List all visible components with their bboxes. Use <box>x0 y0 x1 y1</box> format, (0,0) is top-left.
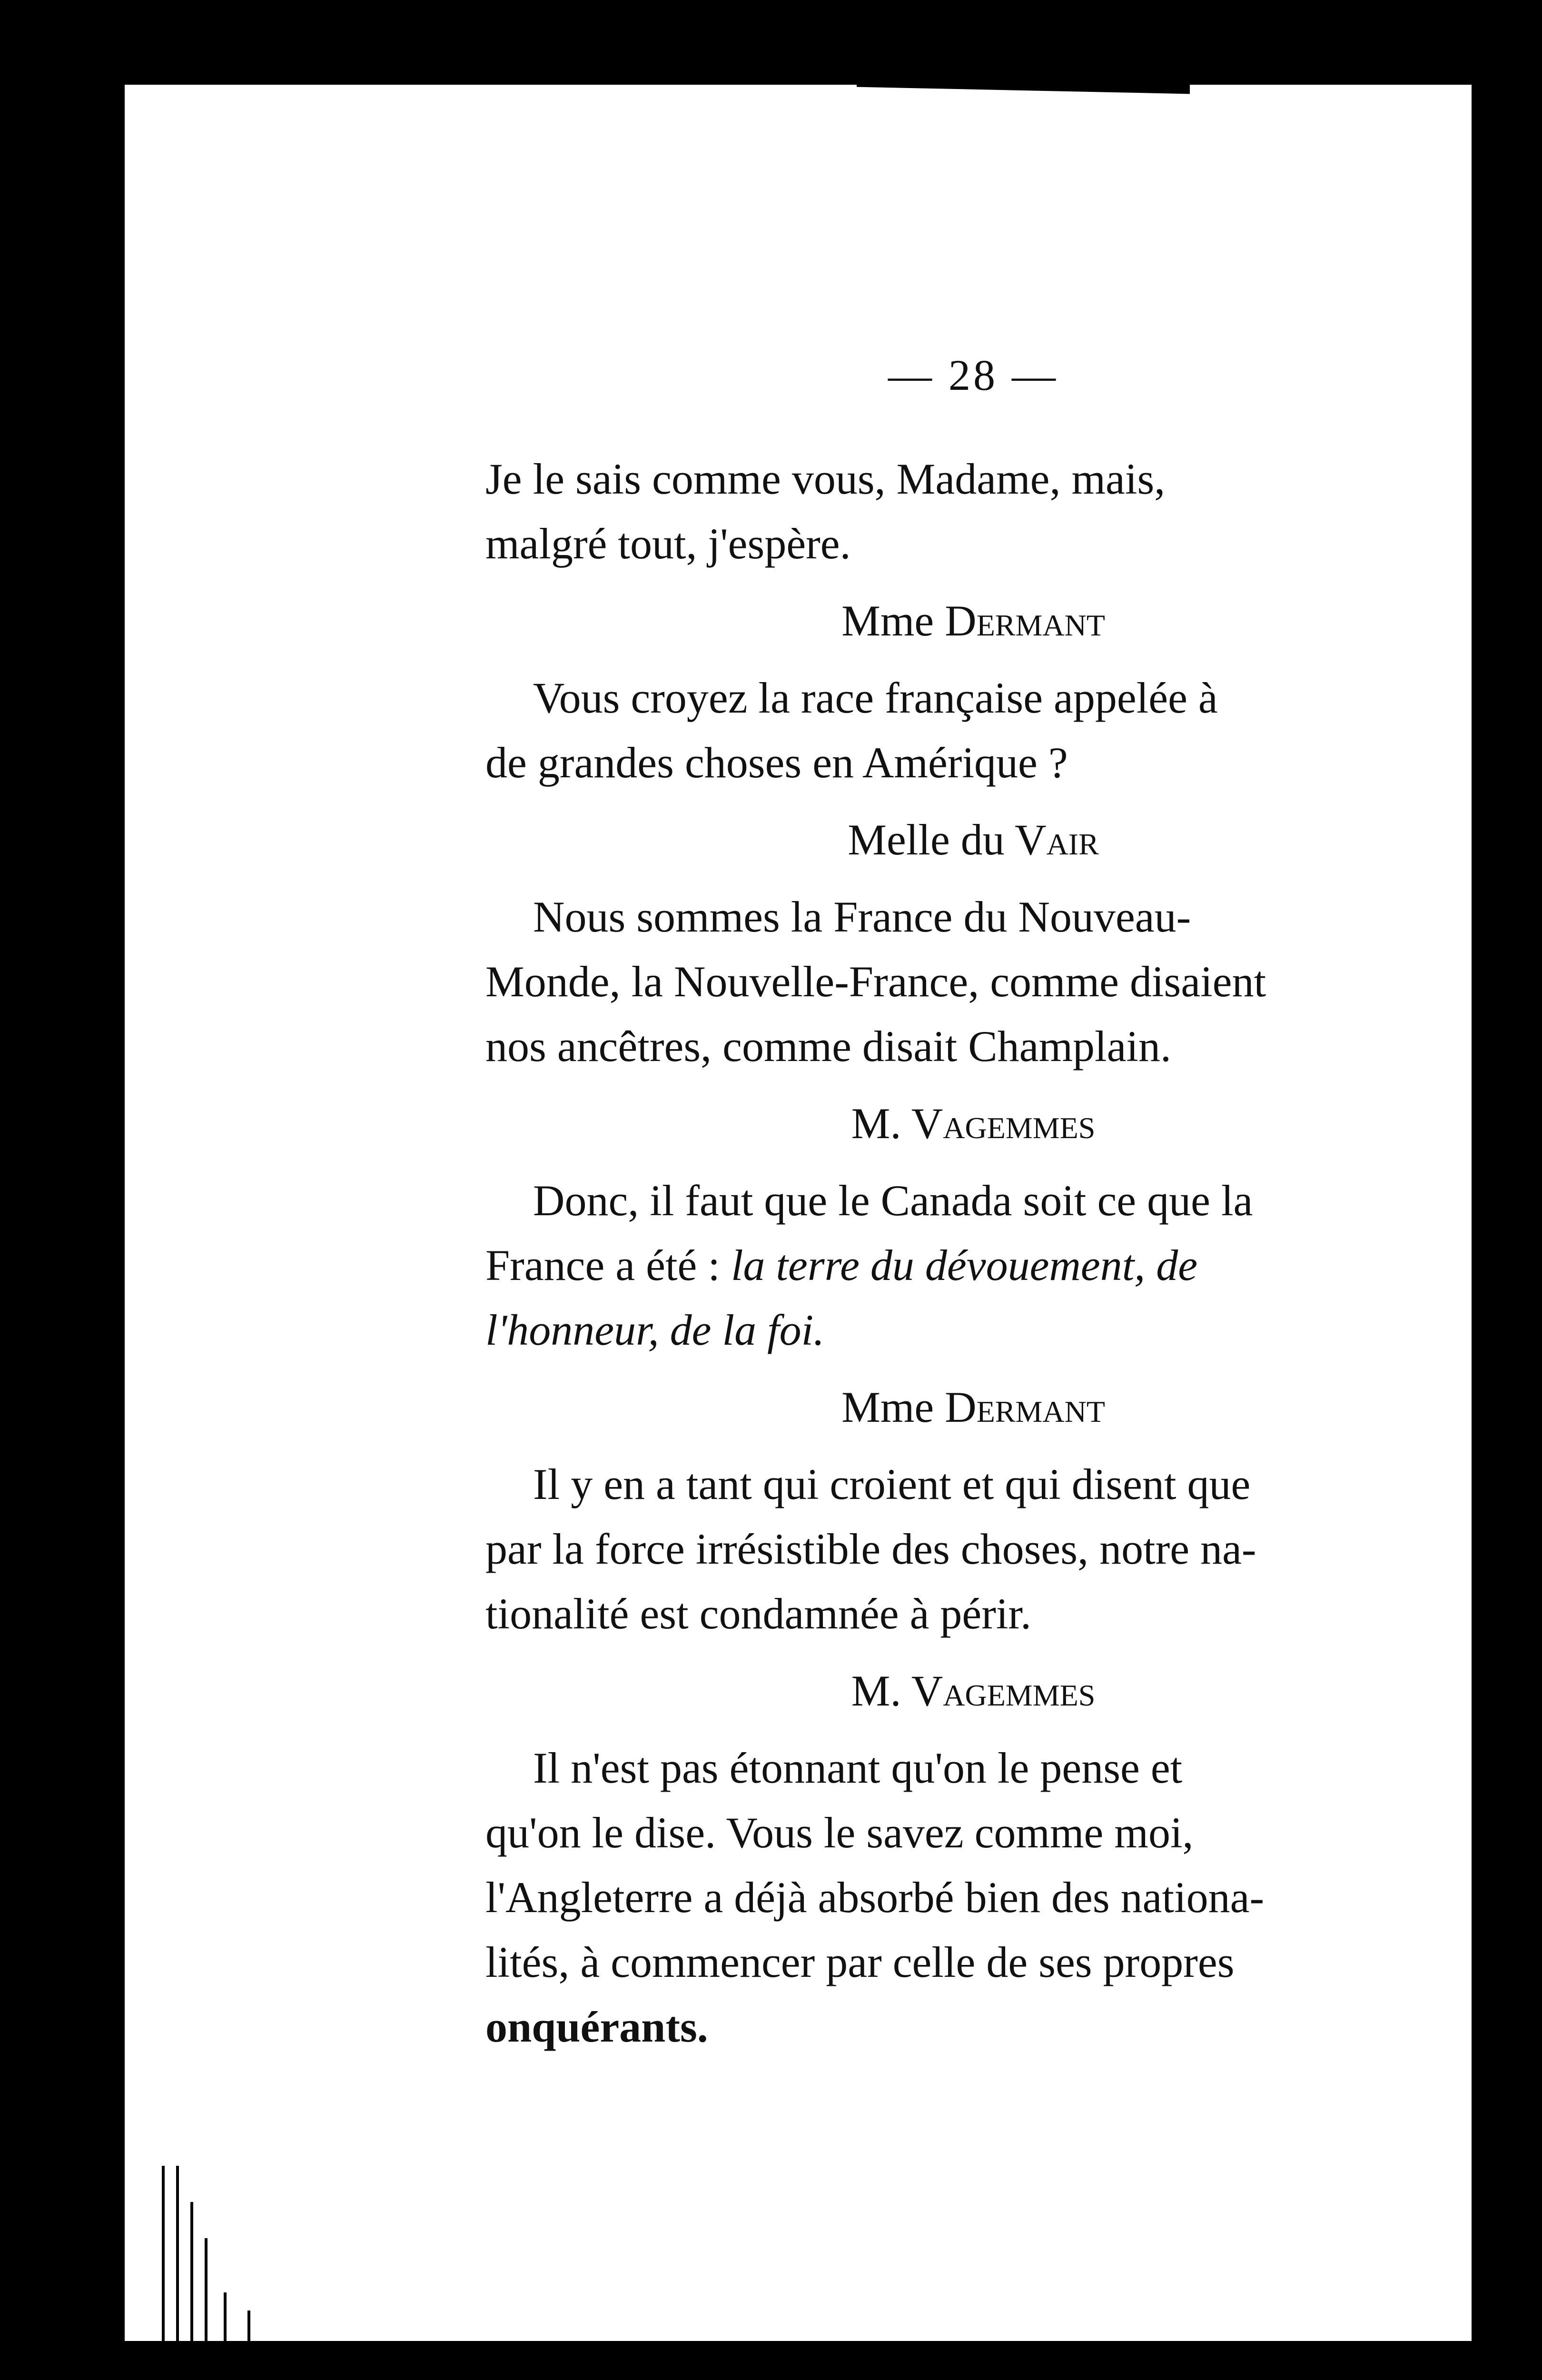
dialogue-block-6 <box>485 1735 1461 2059</box>
dialogue-block-5 <box>485 1452 1461 1646</box>
text-line: malgré tout, j'espère. <box>485 519 851 568</box>
speaker-heading <box>485 1375 1461 1439</box>
text-line: Je le sais comme vous, Madame, mais, <box>485 455 1166 503</box>
text-line: onquérants. <box>485 2003 708 2051</box>
speaker-prefix: Mme <box>841 1383 934 1431</box>
text-line: l'honneur, de la foi. <box>485 1306 825 1354</box>
speaker-heading <box>485 1091 1461 1156</box>
text-line: Monde, la Nouvelle-France, comme disaient <box>485 957 1266 1006</box>
text-line: Il n'est pas étonnant qu'on le pense et <box>533 1744 1183 1792</box>
text-line: de grandes choses en Amérique ? <box>485 738 1068 787</box>
speaker-prefix: M. <box>851 1666 901 1715</box>
text-line: lités, à commencer par celle de ses propres <box>485 1938 1235 1986</box>
dialogue-block-4 <box>485 1168 1461 1362</box>
speaker-heading <box>485 807 1461 872</box>
text-line: l'Angleterre a déjà absorbé bien des nationa- <box>485 1873 1265 1922</box>
text-line: nos ancêtres, comme disait Champlain. <box>485 1022 1171 1071</box>
text-line: Il y en a tant qui croient et qui disent que <box>533 1460 1251 1508</box>
speaker-name: Vair <box>1015 815 1099 864</box>
speaker-name: Dermant <box>945 596 1105 645</box>
speaker-heading <box>485 1658 1461 1723</box>
text-line: Nous sommes la France du Nouveau- <box>533 892 1191 941</box>
speaker-name: Vagemmes <box>911 1666 1096 1715</box>
speaker-heading <box>485 588 1461 653</box>
dialogue-block-2 <box>485 665 1461 795</box>
text-italic: la terre du dévouement, de <box>731 1241 1198 1289</box>
dialogue-block-1 <box>485 446 1461 576</box>
binding-edge-marks <box>95 95 152 314</box>
gutter-scan-marks <box>157 2166 309 2347</box>
dialogue-block-3 <box>485 884 1461 1079</box>
text-line: Donc, il faut que le Canada soit ce que la <box>533 1176 1253 1225</box>
speaker-name: Vagemmes <box>911 1099 1096 1148</box>
speaker-prefix: Mme <box>841 596 934 645</box>
speaker-prefix: M. <box>851 1099 901 1148</box>
page-text <box>485 343 1461 2068</box>
speaker-prefix: Melle du <box>848 815 1005 864</box>
text-line: qu'on le dise. Vous le savez comme moi, <box>485 1808 1194 1857</box>
text-plain: France a été : <box>485 1241 731 1289</box>
text-line: Vous croyez la race française appelée à <box>533 674 1218 722</box>
page-number: — 28 — <box>888 351 1058 399</box>
speaker-name: Dermant <box>945 1383 1105 1431</box>
text-line <box>485 1233 1461 1298</box>
text-line: par la force irrésistible des choses, notre na- <box>485 1525 1256 1573</box>
text-line: tionalité est condamnée à périr. <box>485 1589 1031 1638</box>
